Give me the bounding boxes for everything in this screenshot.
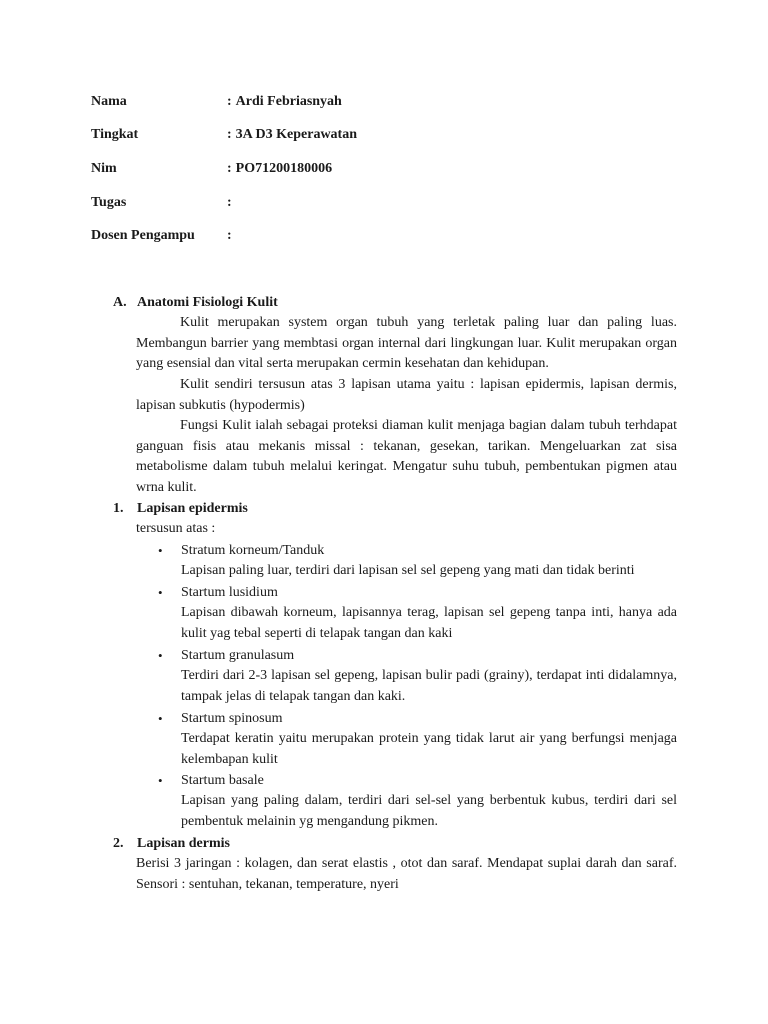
section-title: Lapisan epidermis bbox=[137, 501, 248, 516]
info-value bbox=[227, 228, 236, 244]
section-marker: 2. bbox=[113, 836, 124, 851]
list-item-title: Startum spinosum bbox=[181, 711, 283, 726]
list-item-desc: Lapisan yang paling dalam, terdiri dari sel-sel yang berbentuk kubus, terdiri dari sel pembentuk melainin yg mengandung pikmen. bbox=[181, 793, 677, 829]
list-item-title: Stratum korneum/Tanduk bbox=[181, 543, 325, 558]
list-item-desc: Terdapat keratin yaitu merupakan protein yang tidak larut air yang berfungsi menjaga kelembapan kulit bbox=[181, 731, 677, 767]
info-value-text: 3A D3 Keperawatan bbox=[235, 127, 357, 142]
list-item-title: Startum lusidium bbox=[181, 585, 278, 600]
info-value bbox=[227, 94, 342, 110]
bullet-icon: • bbox=[158, 773, 163, 788]
info-row-nama bbox=[91, 94, 691, 114]
section-marker: A. bbox=[113, 295, 127, 310]
info-row-dosen bbox=[91, 228, 691, 248]
info-colon: : bbox=[227, 161, 232, 176]
section-intro: tersusun atas : bbox=[136, 521, 216, 536]
info-value bbox=[227, 127, 357, 143]
bullet-icon: • bbox=[158, 711, 163, 726]
info-colon: : bbox=[227, 228, 232, 243]
paragraph: Kulit merupakan system organ tubuh yang terletak paling luar dan paling luas. Membangun barrier yang membtasi organ internal dari lingkungan luar. Kulit merupakan organ yang esensial dan vital serta merupakan cermin kesehatan dan kehidupan. bbox=[136, 315, 677, 372]
list-item-desc: Lapisan dibawah korneum, lapisannya terag, lapisan sel gepeng tanpa inti, hanya ada kulit yag tebal seperti di telapak tangan dan kaki bbox=[181, 605, 677, 641]
list-item-desc: Terdiri dari 2-3 lapisan sel gepeng, lapisan bulir padi (grainy), terdapat inti didalamnya, tampak jelas di telapak tangan dan kaki. bbox=[181, 668, 677, 704]
section-title: Anatomi Fisiologi Kulit bbox=[137, 295, 278, 310]
info-label: Tugas bbox=[91, 195, 127, 210]
info-label: Nama bbox=[91, 94, 127, 109]
info-colon: : bbox=[227, 127, 232, 142]
info-value bbox=[227, 195, 236, 211]
paragraph: Fungsi Kulit ialah sebagai proteksi diaman kulit menjaga bagian dalam tubuh terhdapat ganguan fisis atau mekanis missal : tekanan, gesekan, tarikan. Mengeluarkan zat sisa metabolisme dalam tubuh melalui keringat. Mengatur suhu tubuh, pembentukan pigmen atau wrna kulit. bbox=[136, 418, 677, 496]
info-colon: : bbox=[227, 195, 232, 210]
info-label: Dosen Pengampu bbox=[91, 228, 195, 243]
info-row-tingkat bbox=[91, 127, 691, 147]
list-item-desc: Lapisan paling luar, terdiri dari lapisan sel sel gepeng yang mati dan tidak berinti bbox=[181, 563, 635, 578]
info-label: Tingkat bbox=[91, 127, 139, 142]
list-item-title: Startum granulasum bbox=[181, 648, 295, 663]
info-value bbox=[227, 161, 332, 177]
info-row-nim bbox=[91, 161, 691, 181]
list-item-title: Startum basale bbox=[181, 773, 264, 788]
section-marker: 1. bbox=[113, 501, 124, 516]
paragraph: Berisi 3 jaringan : kolagen, dan serat elastis , otot dan saraf. Mendapat suplai darah dan saraf. Sensori : sentuhan, tekanan, temperature, nyeri bbox=[136, 856, 677, 892]
bullet-icon: • bbox=[158, 543, 163, 558]
info-value-text: Ardi Febriasnyah bbox=[235, 94, 342, 109]
paragraph: Kulit sendiri tersusun atas 3 lapisan utama yaitu : lapisan epidermis, lapisan dermis, lapisan subkutis (hypodermis) bbox=[136, 377, 677, 413]
section-title: Lapisan dermis bbox=[137, 836, 230, 851]
info-label: Nim bbox=[91, 161, 117, 176]
bullet-icon: • bbox=[158, 648, 163, 663]
bullet-icon: • bbox=[158, 585, 163, 600]
info-colon: : bbox=[227, 94, 232, 109]
info-value-text: PO71200180006 bbox=[235, 161, 333, 176]
info-row-tugas bbox=[91, 195, 691, 215]
